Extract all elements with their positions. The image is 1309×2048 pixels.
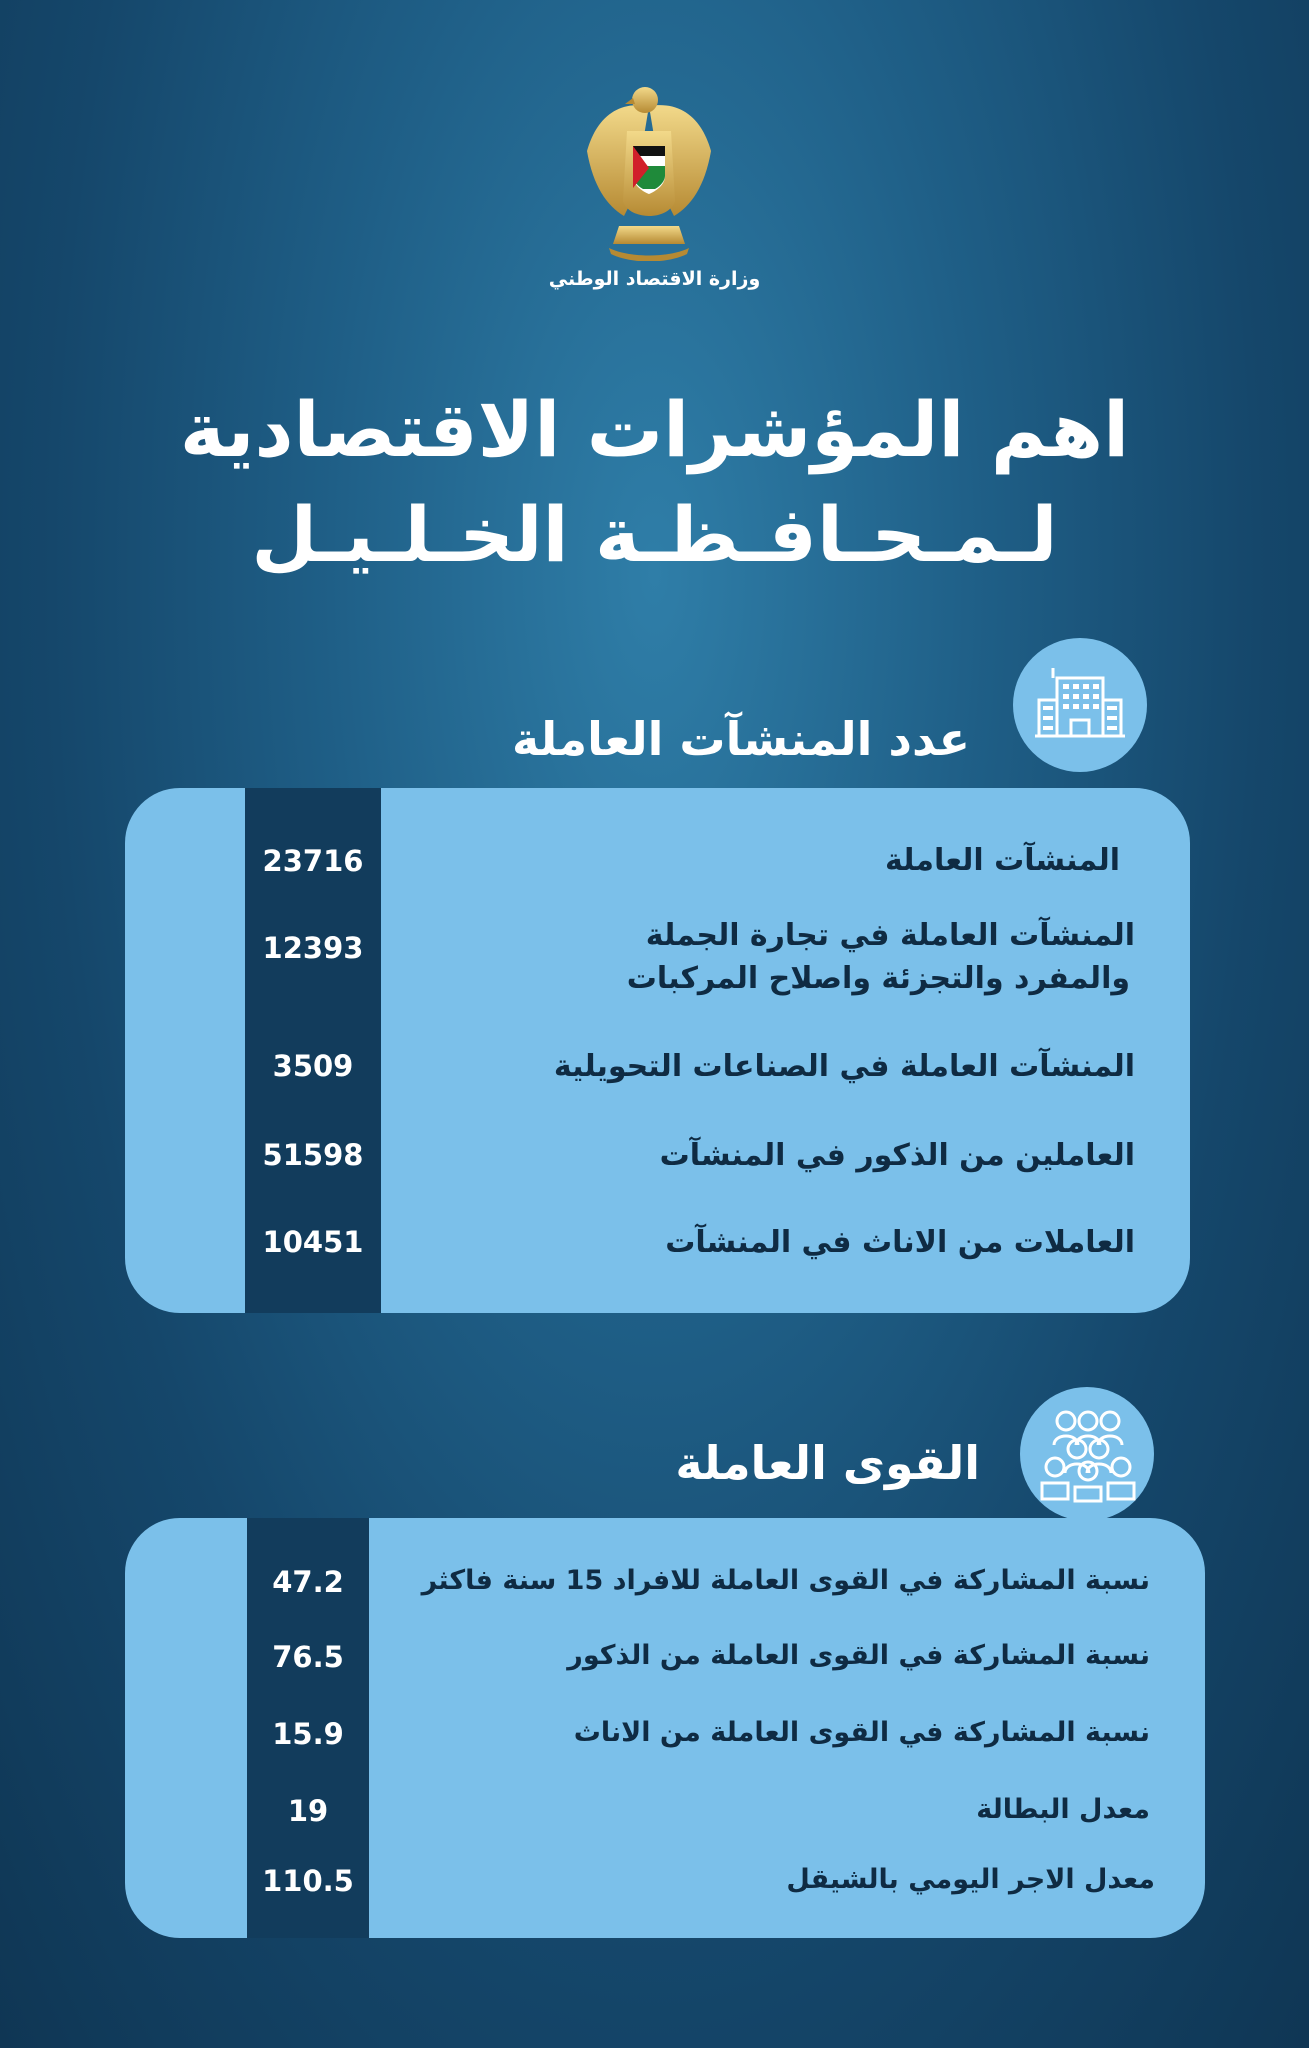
workers-icon-circle	[1020, 1387, 1154, 1521]
labor-force-row-label: نسبة المشاركة في القوى العاملة من الاناث	[573, 1717, 1150, 1748]
establishment-row-label: المنشآت العاملة	[884, 843, 1120, 878]
labor-force-row-value: 15.9	[272, 1717, 344, 1751]
main-title-line1: اهم المؤشرات الاقتصادية	[179, 385, 1130, 474]
labor-force-row-value: 19	[287, 1794, 329, 1828]
establishment-row-label: العاملات من الاناث في المنشآت	[665, 1225, 1135, 1260]
labor-force-panel	[125, 1518, 1205, 1938]
building-icon	[1013, 638, 1147, 772]
establishment-row-value: 51598	[262, 1138, 364, 1172]
establishment-row-label-line2: والمفرد والتجزئة واصلاح المركبات	[626, 961, 1130, 996]
establishment-row-label: العاملين من الذكور في المنشآت	[659, 1138, 1135, 1173]
labor-force-row-value: 76.5	[272, 1640, 344, 1674]
labor-force-row-label: نسبة المشاركة في القوى العاملة للافراد 15 سنة فاكثر	[421, 1565, 1150, 1596]
establishment-row-value: 12393	[262, 931, 364, 965]
establishment-row-label: المنشآت العاملة في الصناعات التحويلية	[553, 1049, 1135, 1084]
labor-force-row-value: 47.2	[272, 1565, 344, 1599]
establishment-row-value: 3509	[272, 1049, 354, 1083]
establishment-row-value: 23716	[262, 844, 364, 878]
labor-force-heading: القوى العاملة	[675, 1436, 980, 1490]
building-icon-circle	[1013, 638, 1147, 772]
palestine-eagle-logo	[579, 76, 719, 261]
main-title-line2: لـمـحـافـظـة الخـلـيـل	[251, 490, 1058, 579]
establishment-row-label-line1: المنشآت العاملة في تجارة الجملة	[645, 918, 1135, 953]
labor-force-row-label: نسبة المشاركة في القوى العاملة من الذكور	[567, 1640, 1150, 1671]
establishment-row-value: 10451	[262, 1225, 364, 1259]
establishments-panel	[125, 788, 1190, 1313]
labor-force-row-value: 110.5	[262, 1864, 354, 1898]
establishments-heading: عدد المنشآت العاملة	[511, 712, 970, 766]
labor-force-row-label: معدل الاجر اليومي بالشيقل	[786, 1864, 1155, 1895]
labor-force-row-label: معدل البطالة	[976, 1794, 1150, 1825]
workers-group-icon	[1020, 1387, 1154, 1521]
ministry-name: وزارة الاقتصاد الوطني	[548, 268, 761, 290]
